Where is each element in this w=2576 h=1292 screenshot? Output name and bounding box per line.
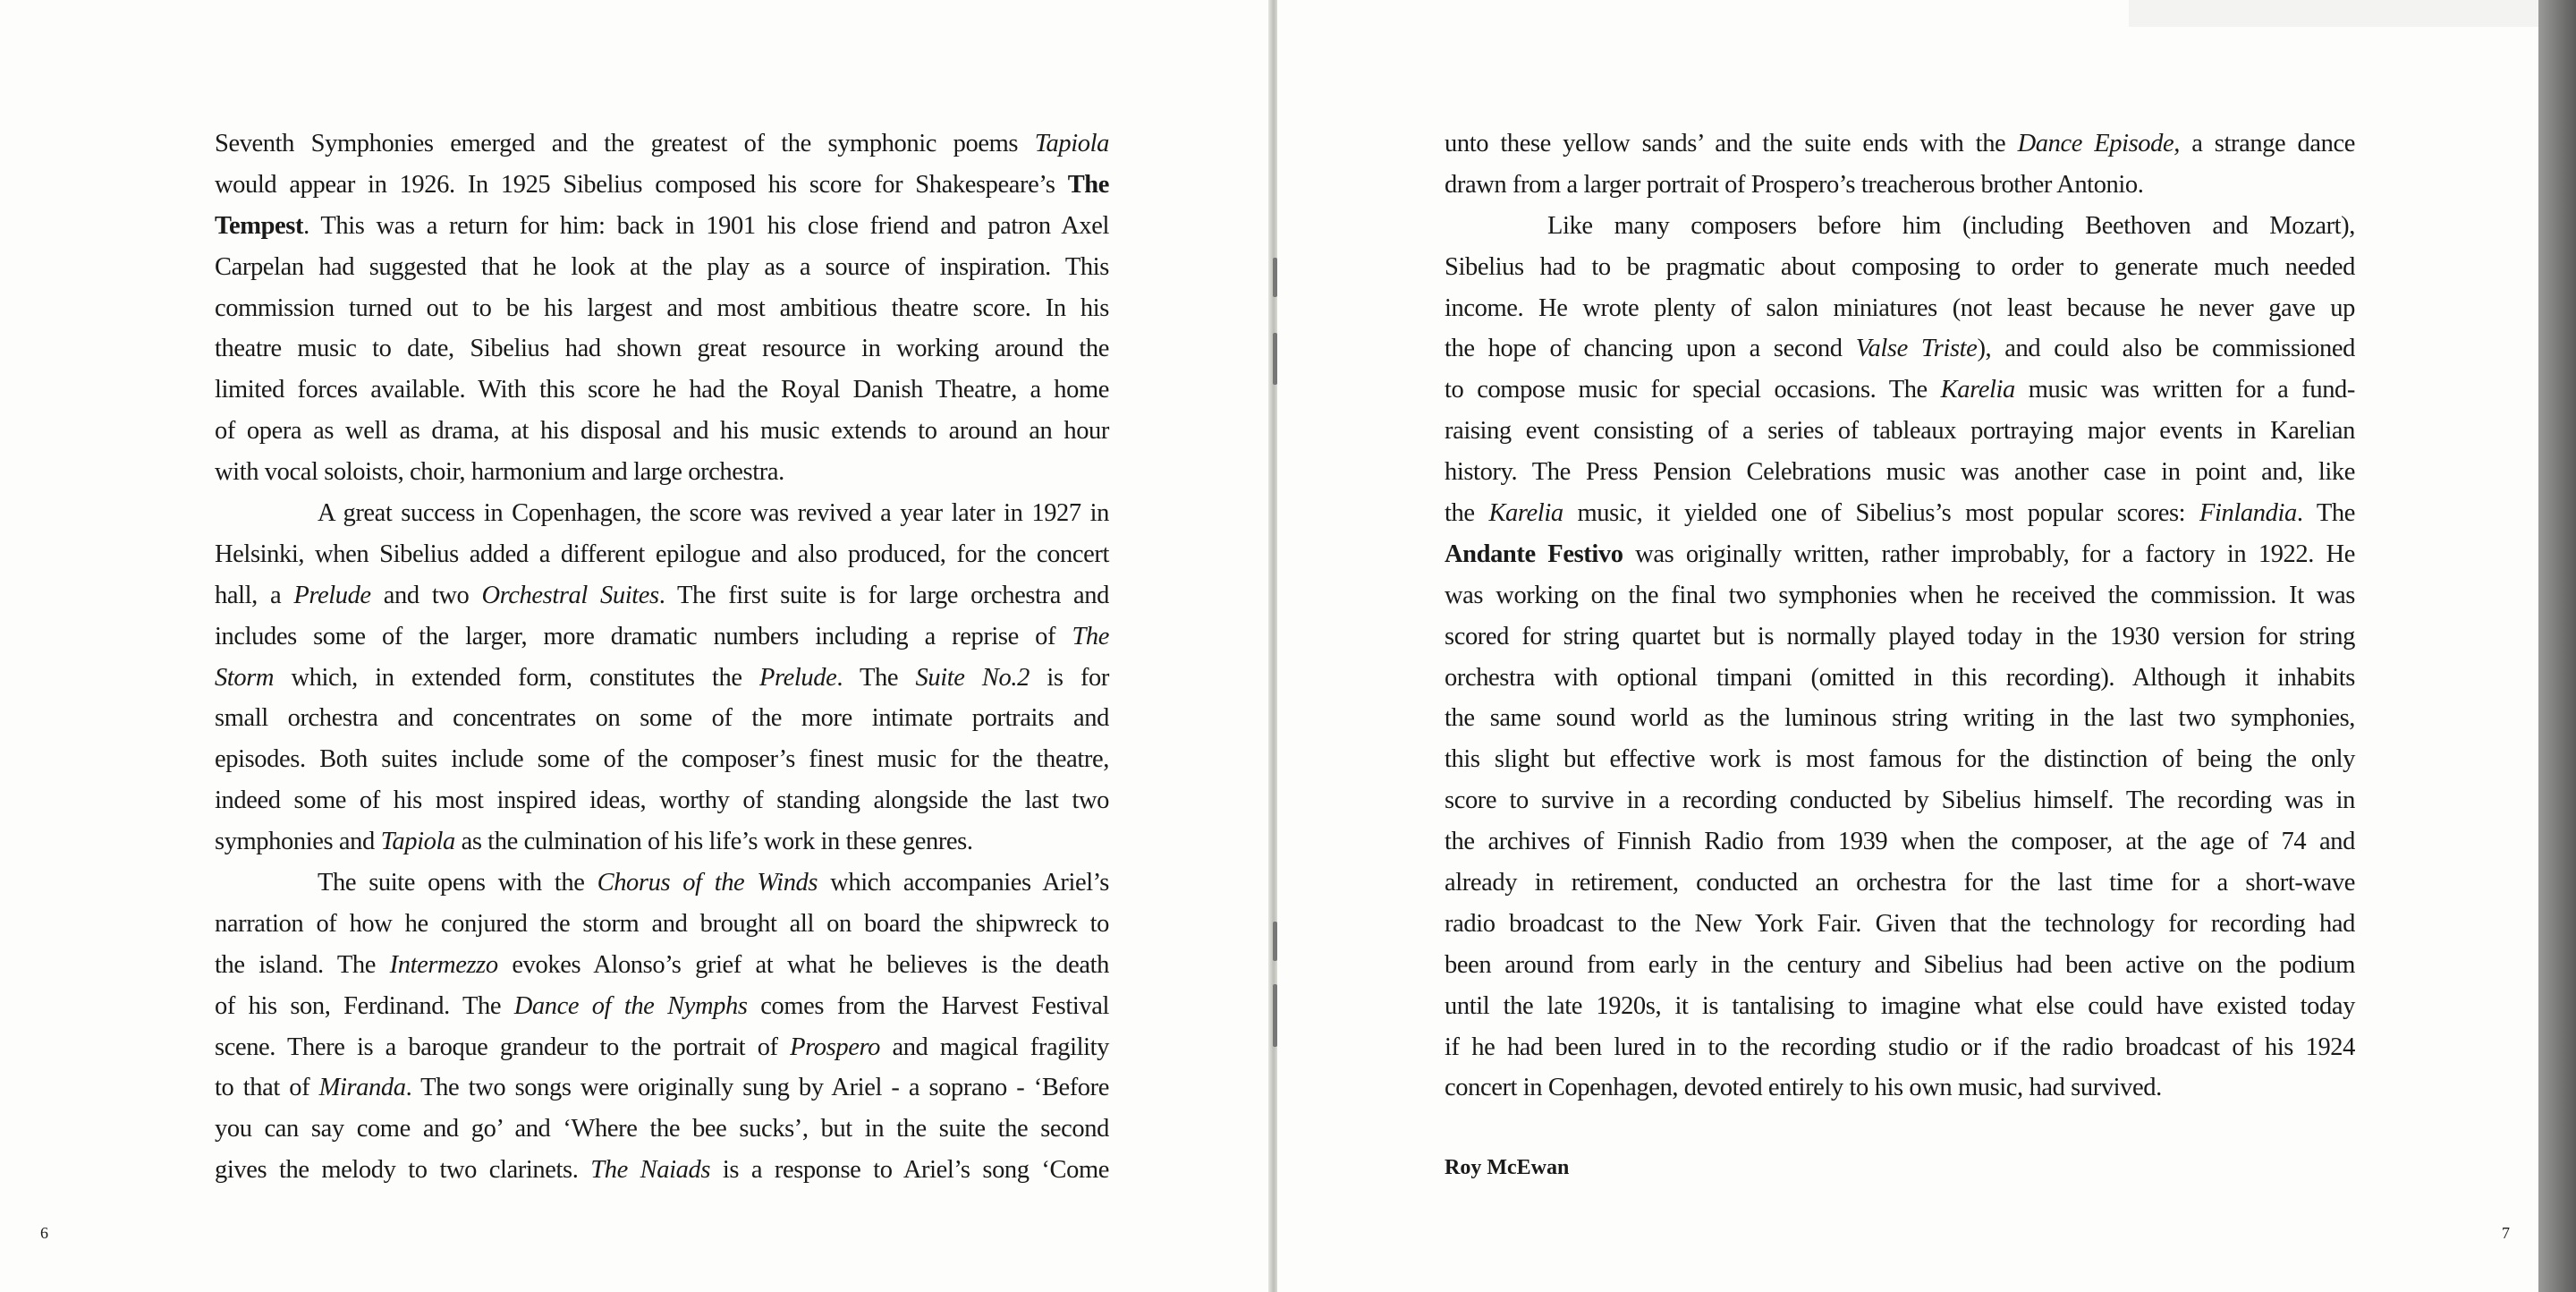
text-segment: . This was a return for him: back in 1901 his close friend and patron Axel (303, 211, 1109, 240)
text-segment: small orchestra and concentrates on some of the more intimate portraits and (215, 704, 1109, 733)
text-line (215, 821, 1109, 863)
text-segment: and two (370, 581, 482, 609)
text-segment: symphonies and (215, 828, 381, 856)
text-line (215, 1109, 1109, 1150)
text-segment: Carpelan had suggested that he look at the play as a source of inspiration. This (215, 252, 1109, 281)
italic-title: Miranda (318, 1074, 406, 1102)
text-segment: was working on the final two symphonies when he received the commission. It was (1445, 581, 2355, 609)
text-segment: income. He wrote plenty of salon miniatures (not least because he never gave up (1445, 293, 2355, 322)
bold-title: Tempest (215, 211, 304, 240)
text-line (215, 1067, 1109, 1109)
text-segment: episodes. Both suites include some of the composer’s finest music for the theatre, (215, 745, 1109, 774)
text-segment: as the culmination of his life’s work in these genres. (454, 828, 973, 856)
text-line (1445, 247, 2355, 288)
text-line (1445, 658, 2355, 699)
italic-title: The Naiads (590, 1156, 711, 1185)
text-line (1445, 821, 2355, 863)
text-line (215, 904, 1109, 945)
text-segment: Like many composers before him (including Beethoven and Mozart), (1547, 211, 2355, 240)
text-segment: this slight but effective work is most famous for the distinction of being the only (1445, 745, 2355, 774)
text-line (1445, 493, 2355, 534)
text-line (215, 575, 1109, 616)
text-line (1445, 739, 2355, 780)
text-line (215, 616, 1109, 658)
text-segment: already in retirement, conducted an orchestra for the last time for a short-wave (1445, 869, 2355, 897)
scan-shadow (2129, 0, 2538, 27)
text-line (215, 452, 1109, 493)
text-line (1445, 986, 2355, 1027)
text-line (215, 411, 1109, 452)
italic-title: Prelude (293, 581, 371, 609)
text-segment: would appear in 1926. In 1925 Sibelius composed his score for Shakespeare’s (215, 170, 1068, 199)
text-line (1445, 1027, 2355, 1068)
text-line (215, 288, 1109, 329)
page-number-left: 6 (40, 1224, 48, 1242)
text-segment: to that of (215, 1074, 319, 1102)
text-segment: to compose music for special occasions. The (1445, 376, 1941, 404)
author-credit: Roy McEwan (1445, 1156, 1570, 1179)
text-line (1445, 616, 2355, 658)
text-line (215, 1027, 1109, 1068)
text-line (1445, 370, 2355, 411)
text-segment: comes from the Harvest Festival (747, 991, 1109, 1020)
text-segment: and magical fragility (879, 1033, 1110, 1061)
text-segment: scored for string quartet but is normally played today in the 1930 version for string (1445, 622, 2355, 650)
text-line (1445, 328, 2355, 370)
scan-edge (2538, 0, 2576, 1292)
right-page-body-text (1445, 123, 2355, 1109)
text-line (1445, 123, 2355, 165)
text-line (215, 370, 1109, 411)
text-segment: which, in extended form, constitutes the (274, 663, 759, 692)
text-line (1445, 945, 2355, 986)
text-line (215, 328, 1109, 370)
text-segment: raising event consisting of a series of tableaux portraying major events in Karelian (1445, 417, 2355, 446)
text-line (215, 534, 1109, 575)
text-segment: evokes Alonso’s grief at what he believes is the death (497, 950, 1109, 979)
italic-title: Intermezzo (389, 950, 498, 979)
italic-title: The (1072, 622, 1109, 650)
text-line (215, 986, 1109, 1027)
text-line (1445, 904, 2355, 945)
text-segment: music, it yielded one of Sibelius’s most popular scores: (1563, 499, 2200, 528)
text-segment: the same sound world as the luminous string writing in the last two symphonies, (1445, 704, 2355, 733)
text-segment: ), and could also be commissioned (1977, 335, 2355, 363)
text-segment: which accompanies Ariel’s (818, 869, 1109, 897)
italic-title: Orchestral Suites (481, 581, 659, 609)
text-line (215, 739, 1109, 780)
italic-title: Karelia (1940, 376, 2015, 404)
text-segment: scene. There is a baroque grandeur to the portrait of (215, 1033, 791, 1061)
text-segment: limited forces available. With this score he had the Royal Danish Theatre, a home (215, 376, 1109, 404)
text-line (215, 1150, 1109, 1191)
text-segment: you can say come and go’ and ‘Where the bee sucks’, but in the suite the second (215, 1115, 1109, 1143)
text-segment: the hope of chancing upon a second (1445, 335, 1856, 363)
text-segment: is for (1029, 663, 1109, 692)
text-segment: been around from early in the century and Sibelius had been active on the podium (1445, 950, 2355, 979)
text-segment: orchestra with optional timpani (omitted in this recording). Although it inhabits (1445, 663, 2355, 692)
left-page-body-text (215, 123, 1109, 1191)
text-line (215, 945, 1109, 986)
italic-title: Finlandia (2199, 499, 2297, 528)
text-segment: if he had been lured in to the recording studio or if the radio broadcast of his 1924 (1445, 1033, 2355, 1061)
text-segment: . The two songs were originally sung by Ariel - a soprano - ‘Before (405, 1074, 1109, 1102)
text-line (215, 780, 1109, 821)
text-segment: commission turned out to be his largest and most ambitious theatre score. In his (215, 293, 1109, 322)
italic-title: Tapiola (380, 828, 455, 856)
text-segment: unto these yellow sands’ and the suite ends with the (1445, 130, 2018, 157)
page-number-right: 7 (2502, 1224, 2510, 1242)
text-segment: is a response to Ariel’s song ‘Come (710, 1156, 1109, 1185)
text-line (1445, 863, 2355, 904)
italic-title: Prospero (790, 1033, 880, 1061)
italic-title: Karelia (1488, 499, 1563, 528)
text-segment: radio broadcast to the New York Fair. Given that the technology for recording had (1445, 909, 2355, 938)
text-segment: until the late 1920s, it is tantalising to imagine what else could have existed today (1445, 991, 2355, 1020)
text-segment: Sibelius had to be pragmatic about composing to order to generate much needed (1445, 252, 2355, 281)
italic-title: Prelude (758, 663, 837, 692)
text-line (215, 247, 1109, 288)
text-segment: . The (2296, 499, 2356, 528)
italic-title: Dance Episode, (2017, 130, 2180, 157)
italic-title: Suite No.2 (915, 663, 1030, 692)
text-segment: gives the melody to two clarinets. (215, 1156, 591, 1185)
text-line (1445, 698, 2355, 739)
text-line (1445, 534, 2355, 575)
text-segment: includes some of the larger, more dramatic numbers including a reprise of (215, 622, 1072, 650)
italic-title: Dance of the Nymphs (513, 991, 748, 1020)
text-segment: Helsinki, when Sibelius added a different epilogue and also produced, for the concert (215, 540, 1109, 568)
text-line (1445, 288, 2355, 329)
text-segment: the archives of Finnish Radio from 1939 when the composer, at the age of 74 and (1445, 828, 2355, 856)
text-segment: music was written for a fund- (2014, 376, 2355, 404)
text-segment: . The first suite is for large orchestra and (658, 581, 1109, 609)
text-segment: drawn from a larger portrait of Prospero’s treacherous brother Antonio. (1445, 170, 2144, 199)
text-line (1445, 411, 2355, 452)
text-line (215, 206, 1109, 247)
italic-title: Tapiola (1034, 130, 1109, 157)
text-line (215, 123, 1109, 165)
text-segment: narration of how he conjured the storm and brought all on board the shipwreck to (215, 909, 1109, 938)
text-segment: was originally written, rather improbably, for a factory in 1922. He (1623, 540, 2355, 568)
text-segment: . The (836, 663, 916, 692)
text-segment: score to survive in a recording conducted by Sibelius himself. The recording was in (1445, 786, 2355, 815)
text-segment: of opera as well as drama, at his disposal and his music extends to around an hour (215, 417, 1109, 446)
text-segment: the (1445, 499, 1489, 528)
text-segment: a strange dance (2179, 130, 2356, 157)
text-line (1445, 206, 2355, 247)
bold-title: Andante Festivo (1445, 540, 1623, 568)
text-line (215, 658, 1109, 699)
text-segment: indeed some of his most inspired ideas, worthy of standing alongside the last two (215, 786, 1109, 815)
text-line (1445, 575, 2355, 616)
text-line (1445, 780, 2355, 821)
left-page (0, 0, 1270, 1292)
text-line (215, 493, 1109, 534)
text-segment: of his son, Ferdinand. The (215, 991, 514, 1020)
text-segment: theatre music to date, Sibelius had shown great resource in working around the (215, 335, 1109, 363)
italic-title: Chorus of the Winds (597, 869, 818, 897)
text-segment: the island. The (215, 950, 390, 979)
text-line (1445, 452, 2355, 493)
text-segment: Seventh Symphonies emerged and the greatest of the symphonic poems (215, 130, 1035, 157)
text-line (1445, 1067, 2355, 1109)
bold-title: The (1067, 170, 1109, 199)
text-segment: A great success in Copenhagen, the score was revived a year later in 1927 in (318, 499, 1109, 528)
text-segment: The suite opens with the (318, 869, 597, 897)
text-segment: with vocal soloists, choir, harmonium and large orchestra. (215, 458, 784, 487)
text-segment: hall, a (215, 581, 294, 609)
italic-title: Valse Triste (1855, 335, 1978, 363)
text-line (215, 698, 1109, 739)
text-line (215, 863, 1109, 904)
text-segment: concert in Copenhagen, devoted entirely to his own music, had survived. (1445, 1074, 2162, 1102)
italic-title: Storm (215, 663, 275, 692)
text-segment: history. The Press Pension Celebrations music was another case in point and, like (1445, 458, 2355, 487)
text-line (1445, 165, 2355, 206)
text-line (215, 165, 1109, 206)
